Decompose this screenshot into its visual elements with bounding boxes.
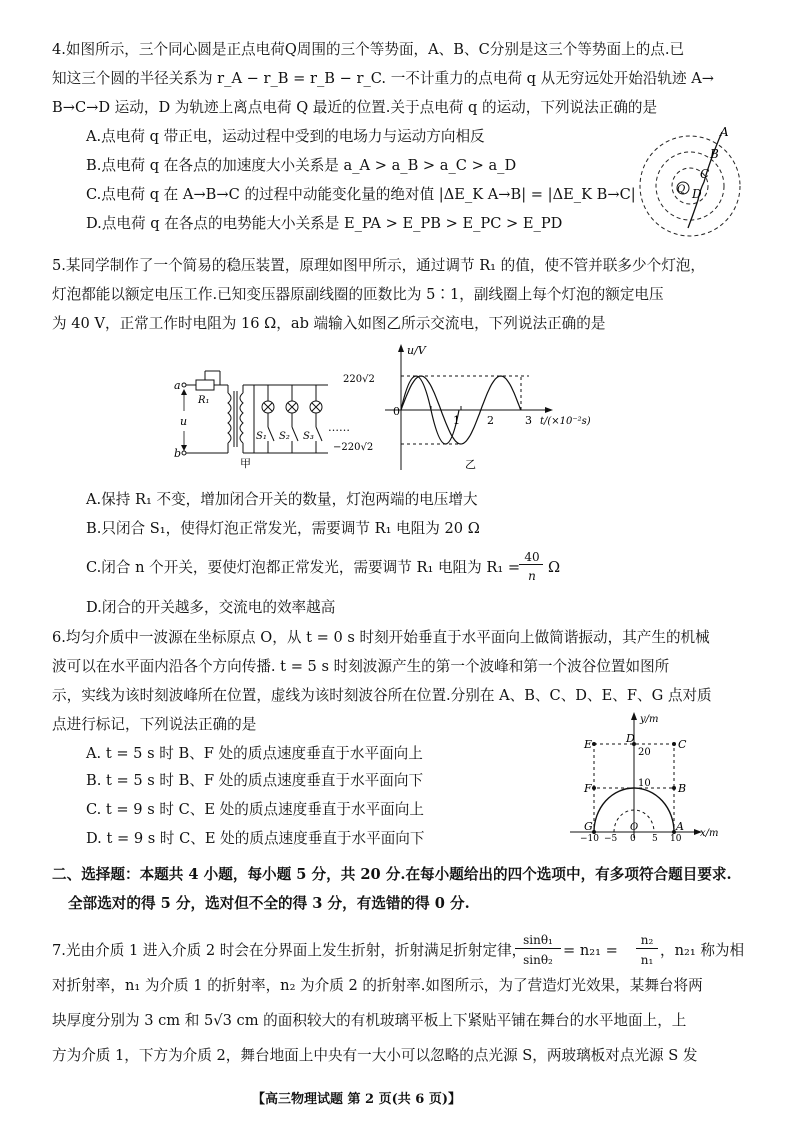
q7-formula-left-den: sinθ₂ bbox=[523, 953, 553, 967]
q6-ytick-10: 10 bbox=[638, 778, 651, 789]
q7-line3: 块厚度分别为 3 cm 和 5√3 cm 的面积较大的有机玻璃平板上下紧贴平铺在舞台的水平地面上，上 bbox=[52, 1012, 687, 1029]
q7-formula-right-num: n₂ bbox=[640, 933, 654, 947]
q7-line2: 对折射率，n₁ 为介质 1 的折射率，n₂ 为介质 2 的折射率.如图所示，为了营造灯光效果，某舞台将两 bbox=[52, 977, 703, 994]
q6-stem-line4: 点进行标记，下列说法正确的是 bbox=[52, 716, 257, 733]
q5-option-d: D.闭合的开关越多，交流电的效率越高 bbox=[86, 599, 336, 616]
q5-option-c-unit: Ω bbox=[548, 559, 561, 576]
q5-tick-3: 3 bbox=[525, 414, 532, 427]
q6-stem-line3: 示，实线为该时刻波峰所在位置，虚线为该时刻波谷所在位置.分别在 A、B、C、D、E、F、G 点对质 bbox=[52, 687, 712, 704]
q6-label-E: E bbox=[584, 738, 593, 751]
q7-line1: 7.光由介质 1 进入介质 2 时会在分界面上发生折射，折射满足折射定律， bbox=[52, 942, 527, 959]
q5-label-R1: R₁ bbox=[198, 395, 210, 406]
q6-option-d: D. t = 9 s 时 C、E 处的质点速度垂直于水平面向下 bbox=[86, 830, 425, 847]
q6-label-B: B bbox=[678, 782, 687, 795]
q6-label-O: O bbox=[630, 822, 639, 833]
page-footer: 【高三物理试题 第 2 页(共 6 页)】 bbox=[252, 1092, 462, 1107]
q4-figure-equipotentials bbox=[628, 120, 758, 238]
q7-formula-mid: = n₂₁ = bbox=[563, 942, 618, 959]
q6-ytick-20: 20 bbox=[638, 747, 651, 758]
q5-label-S1: S₁ bbox=[256, 431, 267, 442]
q6-option-b: B. t = 5 s 时 B、F 处的质点速度垂直于水平面向下 bbox=[86, 772, 424, 789]
q6-stem-line2: 波可以在水平面内沿各个方向传播. t = 5 s 时刻波源产生的第一个波峰和第一个波谷位置如图所 bbox=[52, 658, 670, 675]
q5-stem-line2: 灯泡都能以额定电压工作.已知变压器原副线圈的匝数比为 5∶1，副线圈上每个灯泡的额定电压 bbox=[52, 286, 664, 303]
q4-stem-line3: B→C→D 运动，D 为轨迹上离点电荷 Q 最近的位置.关于点电荷 q 的运动，下列说法正确的是 bbox=[52, 99, 658, 116]
q4-option-d: D.点电荷 q 在各点的电势能大小关系是 E_PA > E_PB > E_PC > E_PD bbox=[86, 215, 563, 232]
q4-stem-line1: 4.如图所示，三个同心圆是正点电荷Q周围的三个等势面，A、B、C分别是这三个等势面上的点.已 bbox=[52, 41, 685, 58]
q7-formula-right-bar bbox=[636, 948, 658, 949]
q6-xtick-0: 0 bbox=[630, 834, 636, 844]
q5-label-b: b bbox=[174, 447, 182, 460]
q5-tick-1: 1 bbox=[453, 414, 460, 427]
q5-option-c: C.闭合 n 个开关，要使灯泡都正常发光，需要调节 R₁ 电阻为 R₁ = bbox=[86, 559, 521, 576]
q4-label-C: C bbox=[700, 167, 710, 181]
q5-option-b: B.只闭合 S₁，使得灯泡正常发光，需要调节 R₁ 电阻为 20 Ω bbox=[86, 520, 480, 537]
q5-option-c-fraction-bar bbox=[519, 564, 543, 565]
q5-stem-line1: 5.某同学制作了一个简易的稳压装置，原理如图甲所示，通过调节 R₁ 的值，使不管并联多少个灯泡， bbox=[52, 257, 705, 274]
q6-label-C: C bbox=[678, 738, 687, 751]
q5-option-a: A.保持 R₁ 不变，增加闭合开关的数量，灯泡两端的电压增大 bbox=[86, 491, 478, 508]
q5-option-c-den: n bbox=[528, 569, 536, 583]
q7-line4: 方为介质 1，下方为介质 2，舞台地面上中央有一大小可以忽略的点光源 S，两玻璃板对点光源 S 发 bbox=[52, 1047, 698, 1064]
q4-label-A: A bbox=[720, 125, 729, 139]
q5-tick-2: 2 bbox=[487, 414, 494, 427]
q5-waveform-figure bbox=[335, 340, 625, 478]
q7-formula-left-num: sinθ₁ bbox=[523, 933, 553, 947]
q5-caption-yi: 乙 bbox=[465, 458, 476, 471]
q5-stem-line3: 为 40 V，正常工作时电阻为 16 Ω，ab 端输入如图乙所示交流电，下列说法正确的是 bbox=[52, 315, 606, 332]
q7-formula-left-bar bbox=[515, 948, 561, 949]
q6-label-F: F bbox=[584, 782, 592, 795]
q5-caption-jia: 甲 bbox=[240, 457, 251, 470]
q6-stem-line1: 6.均匀介质中一波源在坐标原点 O，从 t = 0 s 时刻开始垂直于水平面向上做简谐振动，其产生的机械 bbox=[52, 629, 710, 646]
q4-option-b: B.点电荷 q 在各点的加速度大小关系是 a_A > a_B > a_C > a_D bbox=[86, 157, 517, 174]
q7-formula-tail: ，n₂₁ 称为相 bbox=[660, 942, 745, 959]
q6-ylabel: y/m bbox=[640, 714, 659, 725]
q6-label-A: A bbox=[676, 820, 684, 833]
q6-option-a: A. t = 5 s 时 B、F 处的质点速度垂直于水平面向上 bbox=[86, 745, 423, 762]
section2-line2: 全部选对的得 5 分，选对但不全的得 3 分，有选错的得 0 分. bbox=[68, 895, 470, 912]
q6-wave-figure bbox=[560, 708, 719, 844]
q4-label-Q: Q bbox=[677, 184, 686, 195]
q6-label-G: G bbox=[584, 820, 593, 833]
q5-origin: 0 bbox=[393, 405, 400, 418]
q6-xlabel: x/m bbox=[700, 828, 719, 839]
section2-line1: 二、选择题：本题共 4 小题，每小题 5 分，共 20 分.在每小题给出的四个选项中，有多项符合题目要求. bbox=[52, 866, 732, 883]
q6-option-c: C. t = 9 s 时 C、E 处的质点速度垂直于水平面向上 bbox=[86, 801, 424, 818]
q4-option-c: C.点电荷 q 在 A→B→C 的过程中动能变化量的绝对值 |ΔE_K A→B| = |ΔE_K B→C| bbox=[86, 186, 636, 203]
q5-label-S2: S₂ bbox=[279, 431, 290, 442]
q6-xtick-n5: −5 bbox=[604, 834, 618, 844]
q5-label-S3: S₃ bbox=[303, 431, 314, 442]
q5-option-c-num: 40 bbox=[524, 550, 540, 564]
q5-label-dots: …… bbox=[328, 421, 350, 434]
q7-formula-right-den: n₁ bbox=[640, 953, 654, 967]
q5-label-u: u bbox=[180, 415, 188, 428]
q6-xtick-n10: −10 bbox=[580, 834, 599, 844]
q4-stem-line2: 知这三个圆的半径关系为 r_A − r_B = r_B − r_C. 一不计重力的点电荷 q 从无穷远处开始沿轨迹 A→ bbox=[52, 70, 715, 87]
q5-ylabel: u/V bbox=[407, 344, 426, 357]
q6-xtick-5: 5 bbox=[652, 834, 658, 844]
q4-label-D: D bbox=[692, 187, 702, 201]
q6-xtick-10: 10 bbox=[670, 834, 682, 844]
q4-option-a: A.点电荷 q 带正电，运动过程中受到的电场力与运动方向相反 bbox=[86, 128, 485, 145]
q5-ybot: −220√2 bbox=[333, 442, 374, 453]
q6-label-D: D bbox=[626, 732, 635, 745]
q5-label-a: a bbox=[174, 379, 181, 392]
q5-xlabel: t/(×10⁻²s) bbox=[540, 416, 591, 427]
q5-ytop: 220√2 bbox=[343, 374, 375, 385]
q4-label-B: B bbox=[710, 147, 719, 161]
